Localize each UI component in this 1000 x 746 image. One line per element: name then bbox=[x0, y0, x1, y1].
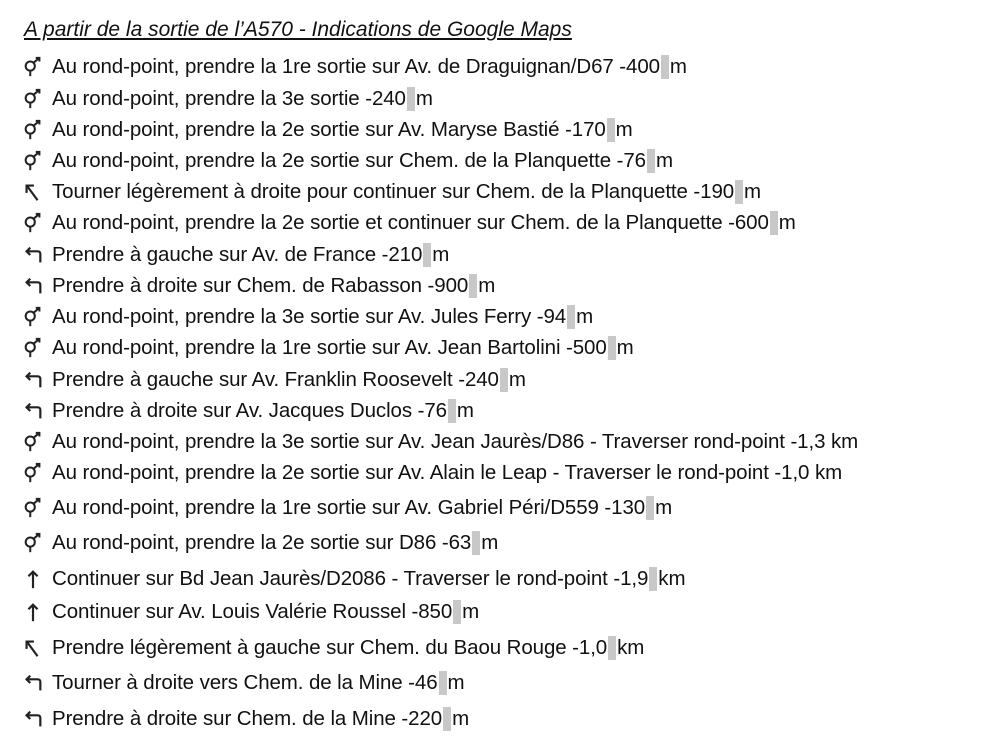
direction-text bbox=[52, 180, 761, 204]
distance-value: 76 bbox=[424, 399, 447, 422]
direction-step bbox=[22, 458, 842, 488]
direction-instruction: Prendre à gauche sur Av. Franklin Roosevelt - bbox=[52, 368, 465, 391]
distance-value: 400 bbox=[626, 55, 660, 78]
direction-text bbox=[52, 211, 796, 235]
direction-step bbox=[22, 208, 796, 238]
direction-text bbox=[52, 399, 474, 423]
text-cursor-highlight bbox=[770, 211, 778, 235]
direction-text bbox=[52, 671, 464, 695]
direction-text bbox=[52, 461, 842, 485]
roundabout-icon bbox=[22, 117, 52, 143]
distance-value: 1,0 bbox=[781, 461, 810, 484]
text-cursor-highlight bbox=[423, 243, 431, 267]
text-cursor-highlight bbox=[649, 567, 657, 591]
distance-unit: m bbox=[456, 399, 474, 422]
direction-text bbox=[52, 55, 687, 79]
distance-value: 46 bbox=[414, 671, 438, 694]
distance-unit: km bbox=[658, 567, 686, 590]
distance-unit: m bbox=[478, 274, 496, 297]
text-cursor-highlight bbox=[608, 336, 616, 360]
direction-step bbox=[22, 271, 495, 301]
direction-text bbox=[52, 305, 593, 329]
direction-step bbox=[22, 302, 593, 332]
distance-value: 850 bbox=[418, 600, 453, 623]
direction-step bbox=[22, 427, 858, 457]
roundabout-icon bbox=[22, 460, 52, 486]
distance-unit: m bbox=[462, 600, 480, 623]
direction-step bbox=[22, 704, 469, 734]
direction-step bbox=[22, 528, 498, 558]
direction-text bbox=[52, 243, 449, 267]
direction-instruction: Au rond-point, prendre la 3e sortie sur Av. Jules Ferry - bbox=[52, 305, 544, 328]
roundabout-icon bbox=[22, 210, 52, 236]
distance-unit: m bbox=[481, 531, 499, 554]
direction-text bbox=[52, 430, 858, 454]
distance-unit: km bbox=[617, 636, 645, 659]
distance-unit: m bbox=[452, 707, 470, 730]
direction-step bbox=[22, 668, 464, 698]
text-cursor-highlight bbox=[647, 149, 655, 173]
direction-instruction: Prendre à droite sur Chem. de la Mine - bbox=[52, 707, 409, 730]
straight-arrow-icon bbox=[22, 599, 52, 625]
text-cursor-highlight bbox=[472, 531, 480, 555]
direction-text bbox=[52, 707, 469, 731]
direction-instruction: Continuer sur Av. Louis Valérie Roussel - bbox=[52, 600, 419, 623]
distance-value: 190 bbox=[700, 180, 735, 203]
slight-turn-icon bbox=[22, 635, 52, 661]
distance-value: 63 bbox=[448, 531, 472, 554]
distance-unit: m bbox=[669, 55, 687, 78]
turn-icon bbox=[22, 273, 52, 299]
direction-text bbox=[52, 636, 644, 660]
distance-unit: km bbox=[830, 430, 859, 453]
distance-unit: m bbox=[432, 243, 450, 266]
distance-value: 220 bbox=[408, 707, 443, 730]
direction-step bbox=[22, 52, 687, 82]
distance-unit: km bbox=[814, 461, 843, 484]
direction-step bbox=[22, 365, 526, 395]
distance-value: 600 bbox=[734, 211, 769, 234]
direction-instruction: Prendre légèrement à gauche sur Chem. du Baou Rouge - bbox=[52, 636, 579, 659]
direction-instruction: Au rond-point, prendre la 3e sortie sur Av. Jean Jaurès/D86 - Traverser rond-point - bbox=[52, 430, 798, 453]
text-cursor-highlight bbox=[439, 671, 447, 695]
direction-step bbox=[22, 564, 685, 594]
distance-value: 240 bbox=[464, 368, 499, 391]
direction-instruction: Prendre à droite sur Av. Jacques Duclos - bbox=[52, 399, 425, 422]
distance-unit: m bbox=[655, 496, 673, 519]
distance-value: 500 bbox=[572, 336, 607, 359]
direction-text bbox=[52, 531, 498, 555]
direction-step bbox=[22, 177, 761, 207]
distance-unit: m bbox=[415, 87, 433, 110]
direction-step bbox=[22, 493, 672, 523]
direction-instruction: Prendre à droite sur Chem. de Rabasson - bbox=[52, 274, 435, 297]
distance-value: 210 bbox=[388, 243, 423, 266]
roundabout-icon bbox=[22, 429, 52, 455]
text-cursor-highlight bbox=[448, 399, 456, 423]
page-title: A partir de la sortie de l’A570 - Indications de Google Maps bbox=[24, 18, 572, 41]
distance-value: 76 bbox=[623, 149, 646, 172]
distance-unit: m bbox=[447, 671, 465, 694]
distance-value: 1,0 bbox=[578, 636, 608, 659]
roundabout-icon bbox=[22, 86, 52, 112]
direction-instruction: Au rond-point, prendre la 1re sortie sur Av. Gabriel Péri/D559 - bbox=[52, 496, 612, 519]
text-cursor-highlight bbox=[453, 600, 461, 624]
distance-value: 240 bbox=[371, 87, 406, 110]
roundabout-icon bbox=[22, 304, 52, 330]
direction-text bbox=[52, 336, 634, 360]
distance-unit: m bbox=[616, 336, 634, 359]
turn-icon bbox=[22, 706, 52, 732]
direction-text bbox=[52, 567, 685, 591]
distance-unit: m bbox=[508, 368, 526, 391]
direction-instruction: Au rond-point, prendre la 2e sortie et continuer sur Chem. de la Planquette - bbox=[52, 211, 735, 234]
direction-text bbox=[52, 149, 673, 173]
direction-instruction: Au rond-point, prendre la 2e sortie sur D86 - bbox=[52, 531, 449, 554]
direction-text bbox=[52, 368, 526, 392]
direction-step bbox=[22, 84, 433, 114]
direction-text bbox=[52, 274, 495, 298]
direction-instruction: Au rond-point, prendre la 1re sortie sur Av. Jean Bartolini - bbox=[52, 336, 573, 359]
turn-icon bbox=[22, 367, 52, 393]
distance-unit: m bbox=[778, 211, 796, 234]
roundabout-icon bbox=[22, 54, 52, 80]
direction-text bbox=[52, 600, 479, 624]
distance-unit: m bbox=[576, 305, 594, 328]
roundabout-icon bbox=[22, 148, 52, 174]
turn-icon bbox=[22, 242, 52, 268]
distance-unit: m bbox=[744, 180, 762, 203]
direction-step bbox=[22, 240, 449, 270]
text-cursor-highlight bbox=[607, 118, 615, 142]
direction-step bbox=[22, 115, 633, 145]
distance-value: 1,9 bbox=[620, 567, 649, 590]
roundabout-icon bbox=[22, 495, 52, 521]
direction-instruction: Au rond-point, prendre la 3e sortie - bbox=[52, 87, 372, 110]
direction-instruction: Au rond-point, prendre la 2e sortie sur Av. Alain le Leap - Traverser le rond-point - bbox=[52, 461, 782, 484]
direction-instruction: Continuer sur Bd Jean Jaurès/D2086 - Traverser le rond-point - bbox=[52, 567, 621, 590]
direction-text bbox=[52, 118, 633, 142]
distance-unit: m bbox=[655, 149, 673, 172]
direction-step bbox=[22, 597, 479, 627]
direction-step bbox=[22, 146, 673, 176]
direction-instruction: Au rond-point, prendre la 2e sortie sur Av. Maryse Bastié - bbox=[52, 118, 572, 141]
text-cursor-highlight bbox=[646, 496, 654, 520]
direction-instruction: Tourner à droite vers Chem. de la Mine - bbox=[52, 671, 415, 694]
text-cursor-highlight bbox=[407, 87, 415, 111]
roundabout-icon bbox=[22, 530, 52, 556]
text-cursor-highlight bbox=[608, 636, 616, 660]
turn-icon bbox=[22, 398, 52, 424]
distance-value: 130 bbox=[611, 496, 646, 519]
direction-instruction: Prendre à gauche sur Av. de France - bbox=[52, 243, 389, 266]
distance-value: 1,3 bbox=[797, 430, 826, 453]
slight-turn-icon bbox=[22, 179, 52, 205]
direction-instruction: Au rond-point, prendre la 2e sortie sur Chem. de la Planquette - bbox=[52, 149, 624, 172]
direction-step bbox=[22, 333, 634, 363]
direction-instruction: Tourner légèrement à droite pour continuer sur Chem. de la Planquette - bbox=[52, 180, 701, 203]
text-cursor-highlight bbox=[567, 305, 575, 329]
roundabout-icon bbox=[22, 335, 52, 361]
turn-icon bbox=[22, 670, 52, 696]
text-cursor-highlight bbox=[661, 55, 669, 79]
text-cursor-highlight bbox=[469, 274, 477, 298]
distance-unit: m bbox=[615, 118, 633, 141]
text-cursor-highlight bbox=[443, 707, 451, 731]
text-cursor-highlight bbox=[735, 180, 743, 204]
straight-arrow-icon bbox=[22, 566, 52, 592]
direction-text bbox=[52, 496, 672, 520]
direction-text bbox=[52, 87, 433, 111]
text-cursor-highlight bbox=[500, 368, 508, 392]
distance-value: 900 bbox=[434, 274, 469, 297]
direction-step bbox=[22, 396, 474, 426]
distance-value: 94 bbox=[543, 305, 567, 328]
direction-instruction: Au rond-point, prendre la 1re sortie sur Av. de Draguignan/D67 - bbox=[52, 55, 627, 78]
distance-value: 170 bbox=[571, 118, 606, 141]
direction-step bbox=[22, 633, 644, 663]
